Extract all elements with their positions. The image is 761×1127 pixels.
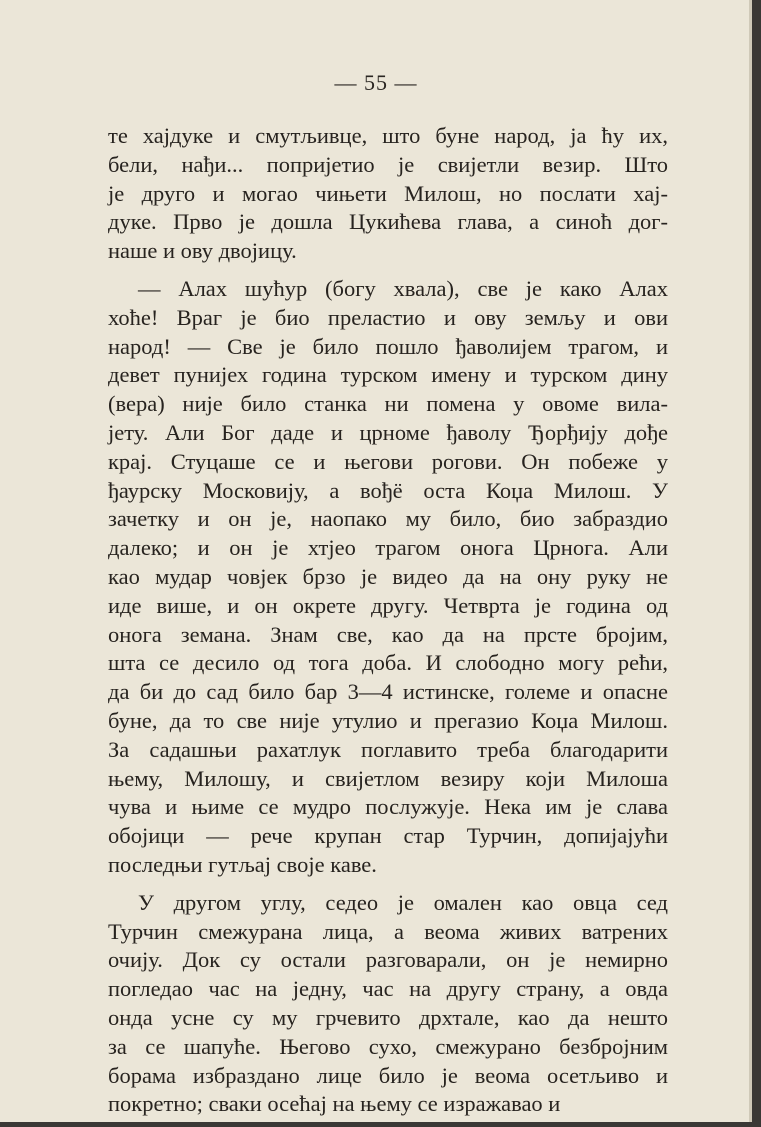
text-line: дуке. Прво је дошла Цукићева глава, а синоћ дог- <box>108 209 668 235</box>
text-line: борама избраздано лице било је веома осетљиво и <box>108 1062 668 1088</box>
paragraph-gap <box>108 266 668 275</box>
text-line: као мудар човјек брзо је видео да на ону руку не <box>108 563 668 589</box>
text-line: хоће! Враг је био преластио и ову земљу и ови <box>108 304 668 330</box>
text-line: чува и њиме се мудро послужује. Нека им је слава <box>108 794 668 820</box>
text-line: Турчин смежурана лица, а веома живих ватрених <box>108 918 668 944</box>
text-line: њему, Милошу, и свијетлом везиру који Милоша <box>108 765 668 791</box>
text-line: обојици — рече крупан стар Турчин, допијајући <box>108 823 668 849</box>
text-line: покретно; сваки осећај на њему се изражавао и <box>108 1091 561 1117</box>
text-line: те хајдуке и смутљивце, што буне народ, ја ћу их, <box>108 123 668 148</box>
paragraph <box>108 122 668 266</box>
text-line: народ! — Све је било пошло ђаволијем трагом, и <box>108 333 668 359</box>
paragraph-gap <box>108 880 668 889</box>
text-line: За садашњи рахатлук поглавито треба благодарити <box>108 736 668 762</box>
text-line: крај. Стуцаше се и његови рогови. Он побеже у <box>108 448 668 474</box>
text-line: онда усне су му грчевито дрхтале, као да нешто <box>108 1004 668 1030</box>
text-line: (вера) није било станка ни помена у овоме вила- <box>108 391 668 417</box>
text-line: бели, нађи... попријетио је свијетли везир. Што <box>108 151 668 177</box>
body-text <box>108 122 668 1119</box>
text-line: иде више, и он окрете другу. Четврта је година од <box>108 592 668 618</box>
text-line: буне, да то све није утулио и прегазио Коџа Милош. <box>108 707 668 733</box>
text-line: јету. Али Бог даде и црноме ђаволу Ђорђију дође <box>108 419 668 445</box>
text-line: ђаурску Московију, а вођё оста Коџа Милош. У <box>108 477 668 503</box>
text-line: зачетку и он је, наопако му било, био забраздио <box>108 506 668 532</box>
text-line: шта се десило од тога доба. И слободно могу рећи, <box>108 650 668 676</box>
text-line: очију. Док су остали разговарали, он је немирно <box>108 947 668 973</box>
paragraph <box>108 275 668 880</box>
text-line: да би до сад било бар 3—4 истинске, големе и опасне <box>108 679 668 705</box>
text-line: за се шапуће. Његово сухо, смежурано безбројним <box>108 1033 668 1059</box>
page-number: — 55 — <box>334 70 418 95</box>
text-line: наше и ову двојицу. <box>108 238 297 264</box>
text-line: У другом углу, седео је омален као овца сед <box>138 889 668 915</box>
text-line: је друго и могао чињети Милош, но послати хај- <box>108 180 668 206</box>
text-line: далеко; и он је хтјео трагом онога Црнога. Али <box>108 535 668 561</box>
text-line: онога земана. Знам све, као да на прсте бројим, <box>108 621 668 647</box>
paragraph <box>108 889 668 1119</box>
text-line: погледао час на једну, час на другу страну, а овда <box>108 976 668 1002</box>
text-line: — Алах шућур (богу хвала), све је како Алах <box>138 275 668 301</box>
text-line: девет пунијех година турском имену и турском дину <box>108 362 668 388</box>
text-line: последњи гутљај своје каве. <box>108 851 377 877</box>
